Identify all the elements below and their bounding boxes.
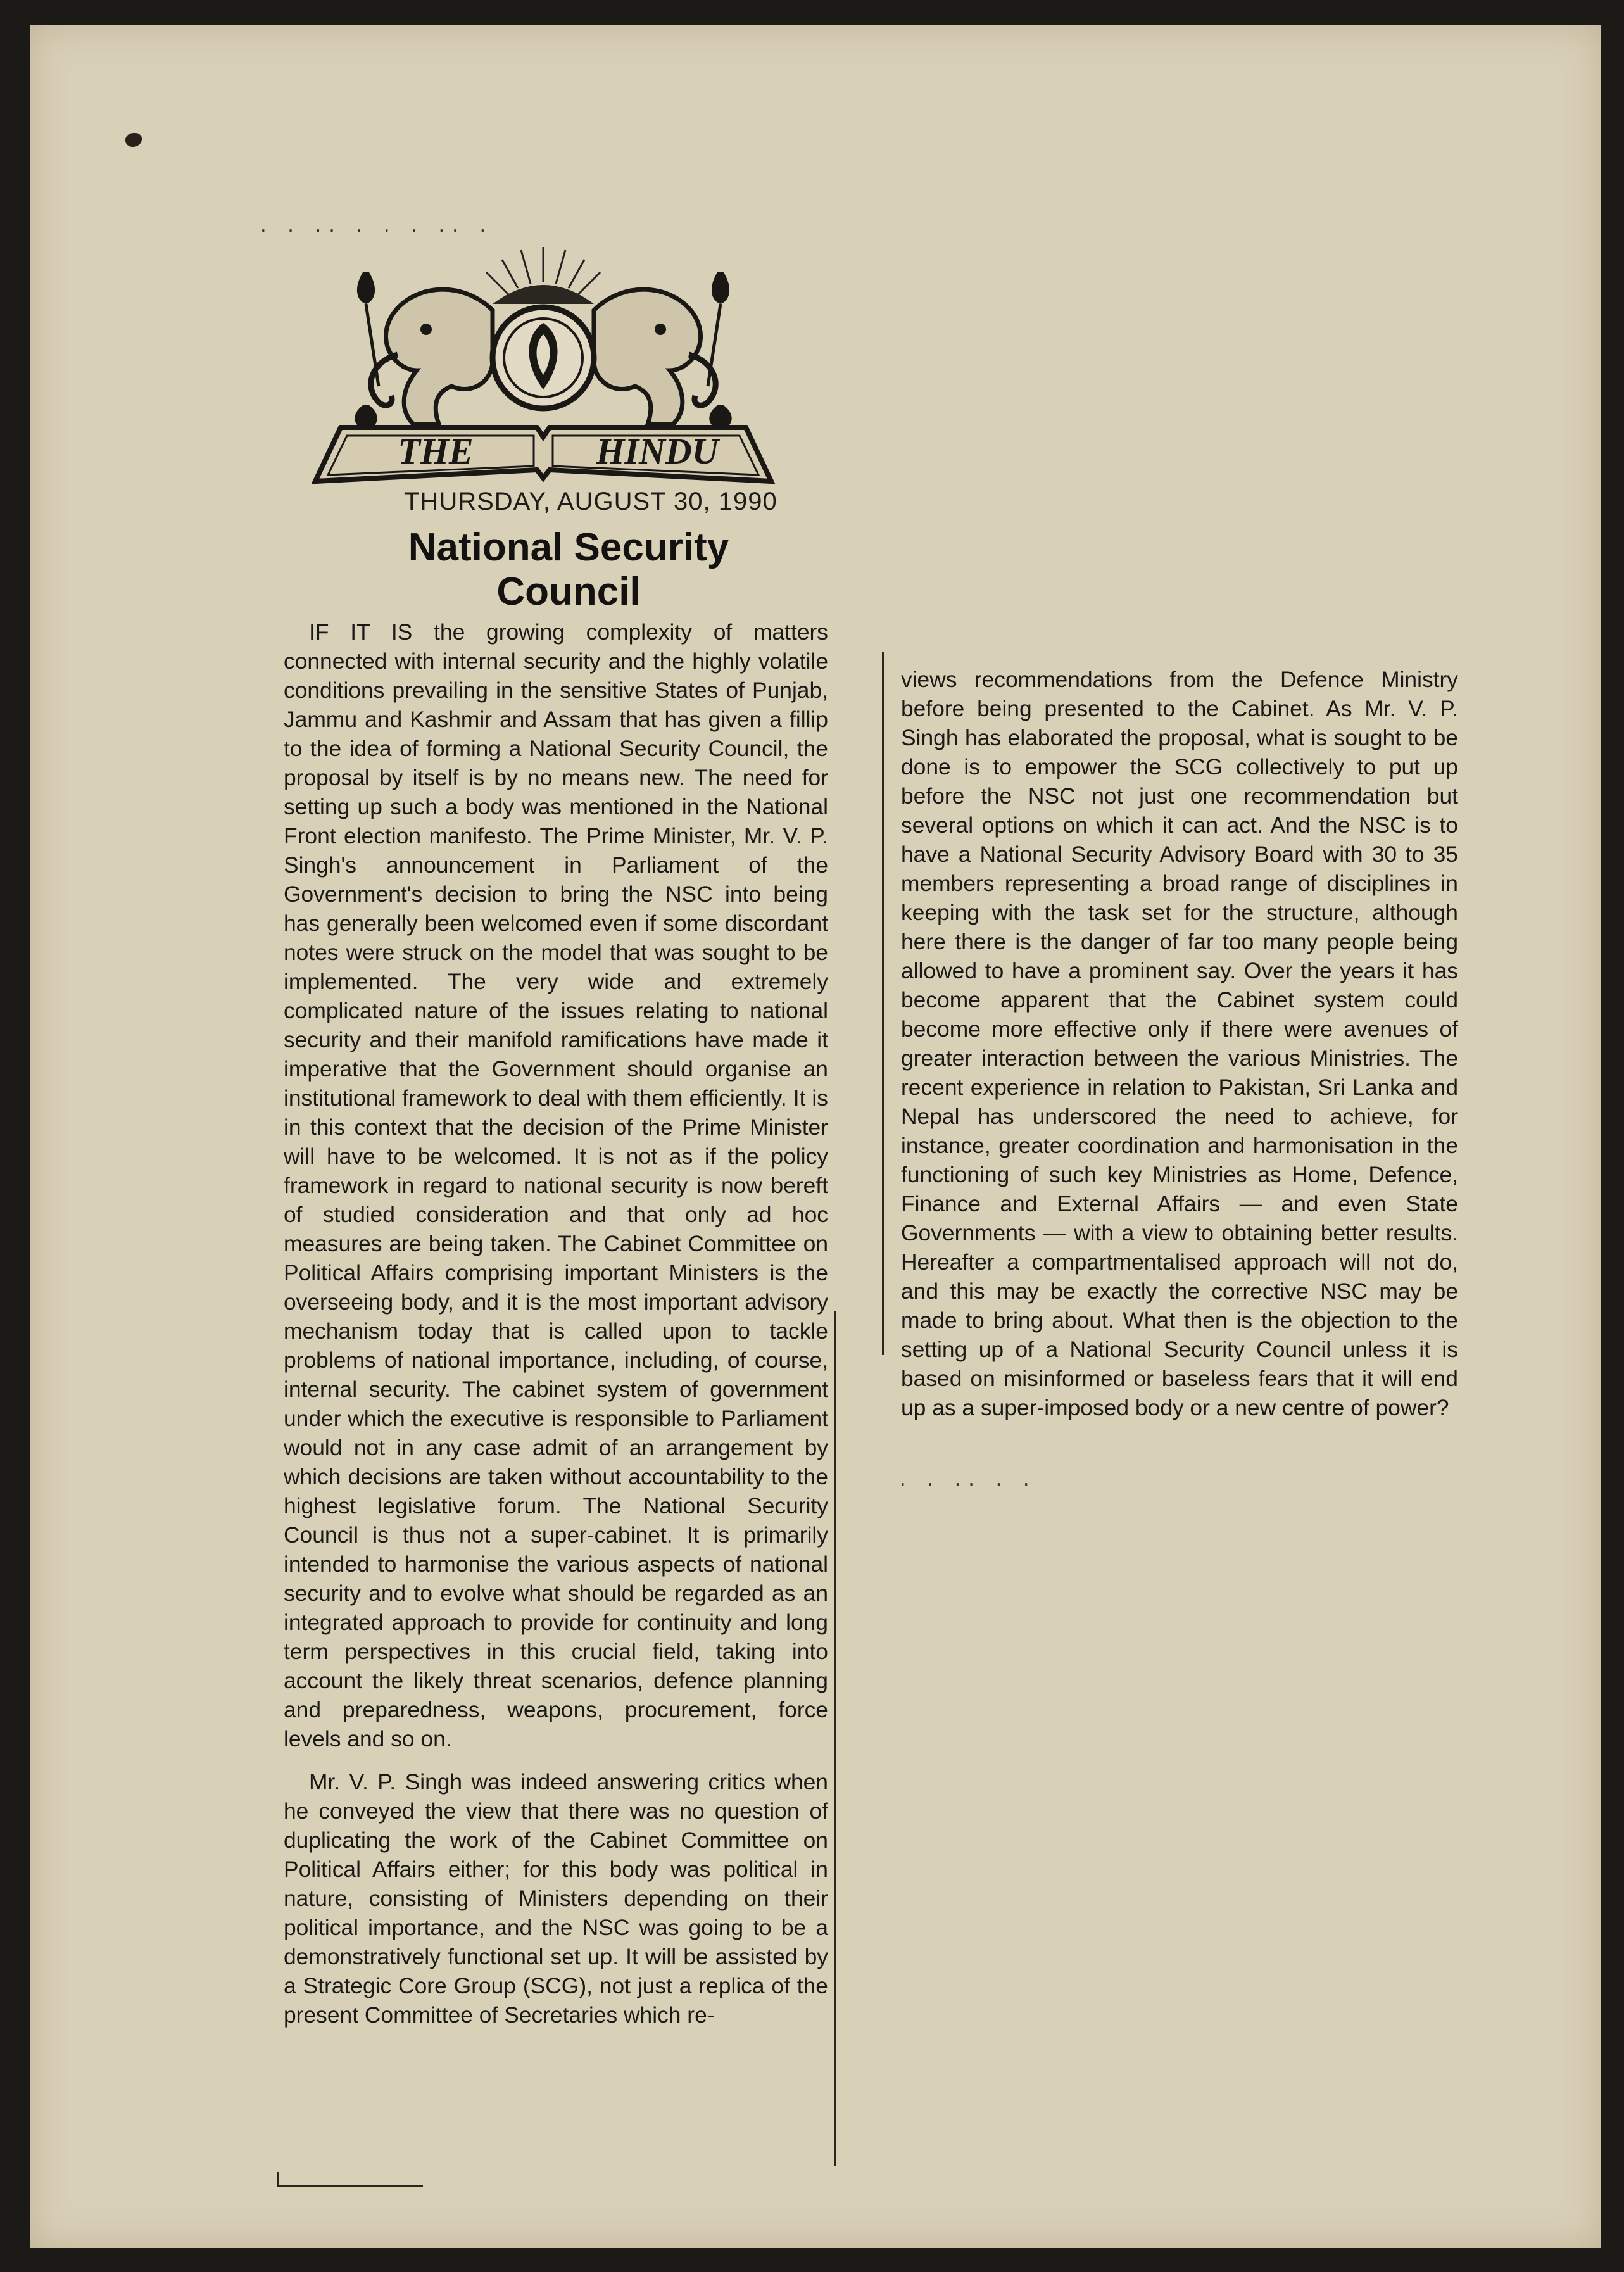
clipping-bottom-rule bbox=[277, 2185, 423, 2187]
ink-speck bbox=[125, 133, 142, 147]
masthead-word-hindu: HINDU bbox=[596, 431, 719, 472]
article-paragraph-2: Mr. V. P. Singh was indeed answering critics when he conveyed the view that there was no question of duplicating the work of the Cabinet Committee on Political Affairs either; for this body was political in nature, consisting of Ministers depending on their political importance, and the NSC was going to be a demonstratively functional set up. It will be assisted by a Strategic Core Group (SCG), not just a replica of the present Committee of Secretaries which re- bbox=[284, 1769, 828, 2028]
clipping-corner-mark bbox=[277, 2172, 279, 2187]
column-edge-rule bbox=[834, 1311, 836, 2166]
headline-line-1: National Security bbox=[408, 526, 729, 569]
article-body-left bbox=[284, 617, 828, 2029]
twin-elephants-conch-emblem-icon bbox=[303, 234, 784, 488]
article-body-right bbox=[901, 665, 1458, 1422]
clipping-right-column bbox=[872, 621, 1480, 1520]
article-paragraph-1: IF IT IS the growing complexity of matters connected with internal security and the highly volatile conditions prevailing in the sensitive States of Punjab, Jammu and Kashmir and Assam that has given a fillip to the idea of forming a National Security Council, the proposal by itself is by no means new. The need for setting up such a body was mentioned in the National Front election manifesto. The Prime Minister, Mr. V. P. Singh's announcement in Parliament of the Government's decision to bring the NSC into being has generally been welcomed even if some discordant notes were struck on the model that was sought to be implemented. The very wide and extremely complicated nature of the issues relating to national security and their manifold ramifications have made it imperative that the Government should organise an institutional framework to deal with them efficiently. It is in this context that the decision of the Prime Minister will have to be welcomed. It is not as if the policy framework in regard to national security is now bereft of studied consideration and that only ad hoc measures are being taken. The Cabinet Committee on Political Affairs comprising important Ministers is the overseeing body, and it is the most important advisory mechanism today that is called upon to tackle problems of national importance, including, of course, internal security. The cabinet system of government under which the executive is responsible to Parliament would not in any case admit of an arrangement by which decisions are taken without accountability to the highest legislative forum. The National Security Council is thus not a super-cabinet. It is primarily intended to harmonise the various aspects of national security and to evolve what should be regarded as an integrated approach to provide for continuity and long term perspectives in this crucial field, taking into account the likely threat scenarios, defence planning and preparedness, weapons, procurement, force levels and so on. bbox=[284, 619, 828, 1751]
publication-date: THURSDAY, AUGUST 30, 1990 bbox=[404, 488, 777, 515]
headline-line-2: Council bbox=[496, 570, 641, 614]
scan-noise-right: · · ·· · · bbox=[898, 1475, 1035, 1494]
masthead bbox=[303, 234, 784, 488]
article-paragraph-3: views recommendations from the Defence Ministry before being presented to the Cabinet. As Mr. V. P. Singh has elaborated the proposal, what is sought to be done is to empower the SCG collectively to put up before the NSC not just one recommendation but several options on which it can act. And the NSC is to have a National Security Advisory Board with 30 to 35 members representing a broad range of disciplines in keeping with the task set for the structure, although here there is the danger of far too many people being allowed to have a prominent say. Over the years it has become apparent that the Cabinet system could become more effective only if there were avenues of greater interaction between the various Ministries. The recent experience in relation to Pakistan, Sri Lanka and Nepal has underscored the need to achieve, for instance, greater coordination and harmonisation in the functioning of such key Ministries as Home, Defence, Finance and External Affairs — and even State Governments — with a view to obtaining better results. Hereafter a compartmentalised approach will not do, and this may be exactly the corrective NSC may be made to bring about. What then is the objection to the setting up of a National Security Council unless it is based on misinformed or baseless fears that it will end up as a super-imposed body or a new centre of power? bbox=[901, 667, 1458, 1420]
clipping-left-column bbox=[201, 222, 866, 2197]
headline bbox=[347, 526, 790, 614]
right-column-rule bbox=[882, 652, 884, 1355]
scan-noise: · · ·· · · · ·· · bbox=[258, 222, 492, 241]
paper-sheet bbox=[30, 25, 1601, 2248]
masthead-word-the: THE bbox=[398, 431, 474, 472]
